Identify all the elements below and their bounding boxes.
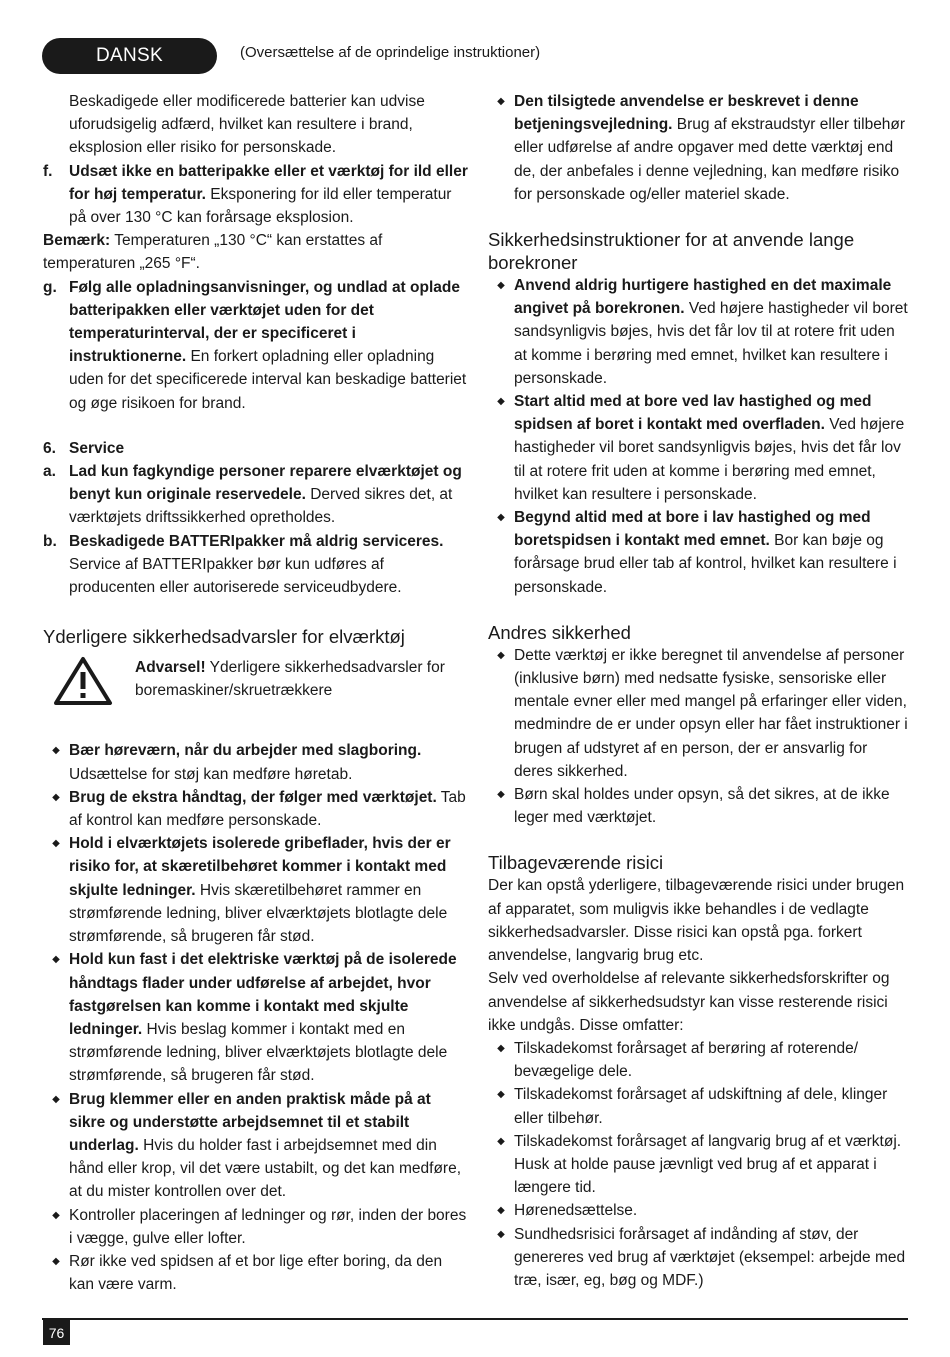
instruction-text: Service af BATTERIpakker bør kun udføres af producenten eller autoriserede serviceudbydere.: [69, 555, 402, 597]
item-letter: b.: [43, 532, 57, 550]
list-item: [488, 1083, 908, 1129]
diamond-bullet-icon: ◆: [52, 745, 60, 757]
bullet-bold: Bær høreværn, når du arbejder med slagboring.: [69, 742, 422, 760]
list-item: [488, 644, 908, 783]
bullet-bold: Anvend aldrig hurtigere hastighed en det maximale angivet på borekronen.: [514, 277, 892, 318]
bullet-text: Udsættelse for støj kan medføre høretab.: [69, 765, 353, 783]
bullet-text: Hvis skæretilbehøret rammer en strømførende ledning, bliver elværktøjets blotlagte dele strømførende, så brugeren får stød.: [69, 881, 448, 946]
residual-list: [488, 1037, 908, 1292]
bullet-text: Kontroller placeringen af ledninger og rør, inden der bores i vægge, gulve eller lofter.: [69, 1206, 467, 1247]
list-item: [43, 1204, 468, 1250]
instruction-bold: Udsæt ikke en batteripakke eller et værktøj for ild eller for høj temperatur.: [69, 162, 468, 203]
diamond-bullet-icon: ◆: [497, 1205, 505, 1217]
diamond-bullet-icon: ◆: [52, 838, 60, 850]
bullet-bold: Hold i elværktøjets isolerede gribeflader, hvis der er risiko for, at skæretilbehøret kommer i kontakt med skjulte ledninger.: [69, 835, 451, 899]
service-heading: [43, 437, 468, 460]
bullet-text: Tilskadekomst forårsaget af berøring af roterende/ bevægelige dele.: [514, 1039, 859, 1081]
bullet-text: Hvis du holder fast i arbejdsemnet med din hånd eller krop, vil det være ustabilt, og det kan medføre, at du mister kontrollen over det.: [69, 1136, 462, 1201]
translation-note: (Oversættelse af de oprindelige instruktioner): [240, 44, 541, 61]
left-bullet-list: [43, 739, 468, 1296]
instruction-text: En forkert opladning eller opladning uden for det specificerede interval kan beskadige batteriet og øge risikoen for brand.: [69, 348, 467, 412]
list-item: [43, 1088, 468, 1204]
diamond-bullet-icon: ◆: [52, 1093, 60, 1105]
instruction-bold: Lad kun fagkyndige personer reparere elværktøjet og benyt kun originale reservedele.: [69, 463, 462, 504]
list-item: [488, 274, 908, 390]
instruction-text: Eksponering for ild eller temperatur på over 130 °C kan forårsage eksplosion.: [69, 185, 452, 227]
bullet-text: Tab af kontrol kan medføre personskade.: [69, 788, 466, 830]
instruction-a: [43, 460, 468, 530]
list-item: [488, 506, 908, 599]
temperature-note: [43, 229, 468, 275]
bullet-text: Sundhedsrisici forårsaget af indånding af støv, der genereres ved brug af værktøjet (eksempel: arbejde med træ, især, eg, bøg og MDF.): [514, 1225, 906, 1289]
bullet-bold: Den tilsigtede anvendelse er beskrevet i denne betjeningsvejledning.: [514, 93, 859, 134]
list-item: [43, 739, 468, 785]
diamond-bullet-icon: ◆: [52, 954, 60, 966]
bullet-text: Rør ikke ved spidsen af et bor lige efter boring, da den kan være varm.: [69, 1252, 443, 1294]
bullet-text: Dette værktøj er ikke beregnet til anvendelse af personer (inklusive børn) med nedsatte fysiske, sensoriske eller mentale evner eller med mangel på erfaringer eller viden, medmindre de er under opsyn eller har fået instruktioner i brugen af udstyret af en person, der er ansvarlig for deres sikkerhed.: [514, 646, 908, 780]
diamond-bullet-icon: ◆: [497, 512, 505, 524]
list-item: [43, 1250, 468, 1296]
section-title: Service: [69, 439, 125, 457]
battery-intro: Beskadigede eller modificerede batterier kan udvise uforudsigelig adfærd, hvilket kan resultere i brand, eksplosion eller risiko for personskade.: [69, 93, 425, 157]
section-heading: Sikkerhedsinstruktioner for at anvende lange borekroner: [488, 229, 855, 274]
instruction-b: [43, 530, 468, 600]
footer-rule: [42, 1318, 908, 1320]
section-heading: Andres sikkerhed: [488, 621, 631, 643]
diamond-bullet-icon: ◆: [497, 396, 505, 408]
bullet-text: Børn skal holdes under opsyn, så det sikres, at de ikke leger med værktøjet.: [514, 786, 890, 827]
list-item: [43, 948, 468, 1087]
list-item: [488, 1223, 908, 1293]
left-column: [43, 90, 468, 1296]
list-item: [488, 1037, 908, 1083]
warning-label: Advarsel!: [135, 659, 206, 677]
item-letter: g.: [43, 278, 57, 296]
warning-block: [43, 656, 468, 713]
bullet-text: Ved højere hastigheder vil boret sandsynligvis bøjes, hvis det får lov til at rotere frit uden at komme i berøring med emnet, hvilket kan resultere i personskade.: [514, 416, 905, 503]
bullet-text: Tilskadekomst forårsaget af langvarig brug af et værktøj. Husk at holde pause jævnligt ved brug af et apparat i længere tid.: [514, 1132, 902, 1197]
diamond-bullet-icon: ◆: [497, 1042, 505, 1054]
warning-triangle-icon: [43, 656, 135, 713]
list-item: [488, 90, 908, 206]
bullet-bold: Hold kun fast i det elektriske værktøj på de isolerede håndtags flader under udførelse af arbejdet, hvor fastgørelsen kan komme i kontakt med skjulte ledninger.: [69, 951, 457, 1038]
diamond-bullet-icon: ◆: [497, 96, 505, 107]
residual-paragraph: Der kan opstå yderligere, tilbageværende risici under brugen af apparatet, som muligvis ikke behandles i de vedlagte sikkerhedsadvarsler. Disse risici kan opstå pga. forkert anvendelse, langvarig brug etc.: [488, 877, 905, 965]
long-bits-list: [488, 274, 908, 599]
instruction-bold: Følg alle opladningsanvisninger, og undlad at oplade batteripakken eller værktøjet uden for det temperaturinterval, der er specificeret i instruktionerne.: [69, 278, 460, 366]
bullet-bold: Brug de ekstra håndtag, der følger med værktøjet.: [69, 788, 437, 806]
diamond-bullet-icon: ◆: [52, 791, 60, 803]
bullet-text: Bor kan bøje og forårsage brud eller tab af kontrol, hvilket kan resultere i personskade.: [514, 532, 897, 596]
diamond-bullet-icon: ◆: [497, 1135, 505, 1147]
bullet-bold: Start altid med at bore ved lav hastighed og med spidsen af boret i kontakt med overfladen.: [514, 393, 872, 434]
instruction-text: Derved sikres det, at værktøjets driftssikkerhed opretholdes.: [69, 486, 453, 527]
list-item: [488, 390, 908, 506]
note-text: Temperaturen „130 °C“ kan erstattes af temperaturen „265 °F“.: [43, 232, 383, 273]
instruction-bold: Beskadigede BATTERIpakker må aldrig serviceres.: [69, 532, 444, 550]
diamond-bullet-icon: ◆: [52, 1255, 60, 1267]
list-item: [43, 832, 468, 948]
bullet-bold: Brug klemmer eller en anden praktisk måde på at sikre og understøtte arbejdsemnet til et stabilt underlag.: [69, 1090, 431, 1154]
residual-paragraph: Selv ved overholdelse af relevante sikkerhedsforskrifter og anvendelse af sikkerhedsudstyr kan visse resterende risici ikke undgås. Disse omfatter:: [488, 970, 890, 1034]
instruction-f: [43, 160, 468, 230]
bullet-text: Ved højere hastigheder vil boret sandsynligvis bøjes, hvis det får lov til at rotere frit uden at komme i berøring med emnet, hvilket kan resultere i personskade.: [514, 300, 908, 387]
bullet-text: Hvis beslag kommer i kontakt med en strømførende ledning, bliver elværktøjets blotlagte dele strømførende, så brugeren får stød.: [69, 1020, 448, 1085]
section-heading: Tilbageværende risici: [488, 852, 664, 874]
list-item: [488, 1199, 908, 1222]
warning-body: Yderligere sikkerhedsadvarsler for boremaskiner/skruetrækkere: [135, 659, 445, 700]
diamond-bullet-icon: ◆: [497, 1089, 505, 1101]
item-letter: f.: [43, 162, 53, 180]
bullet-bold: Begynd altid med at bore i lav hastighed og med boretspidsen i kontakt med emnet.: [514, 509, 871, 550]
bullet-text: Brug af ekstraudstyr eller tilbehør eller udførelse af andre opgaver med dette værktøj end de, der anbefales i denne vejledning, kan medføre risiko for personskade og/eller materiel skade.: [514, 116, 906, 203]
list-item: [43, 786, 468, 832]
list-item: [488, 783, 908, 829]
diamond-bullet-icon: ◆: [497, 1228, 505, 1240]
bullet-text: Tilskadekomst forårsaget af udskiftning af dele, klinger eller tilbehør.: [514, 1086, 888, 1127]
right-column: [488, 90, 908, 1292]
section-number: 6.: [43, 439, 56, 457]
list-item: [488, 1130, 908, 1200]
section-heading: Yderligere sikkerhedsadvarsler for elværktøj: [43, 626, 405, 648]
other-safety-list: [488, 644, 908, 830]
language-badge: DANSK: [42, 38, 217, 74]
bullet-text: Hørenedsættelse.: [514, 1202, 638, 1220]
instruction-g: [43, 276, 468, 415]
page-number: 76: [43, 1320, 70, 1345]
diamond-bullet-icon: ◆: [497, 649, 505, 661]
note-label: Bemærk:: [43, 232, 111, 250]
item-letter: a.: [43, 463, 56, 481]
diamond-bullet-icon: ◆: [497, 280, 505, 292]
diamond-bullet-icon: ◆: [52, 1209, 60, 1221]
warning-text: [135, 656, 468, 713]
diamond-bullet-icon: ◆: [497, 789, 505, 801]
